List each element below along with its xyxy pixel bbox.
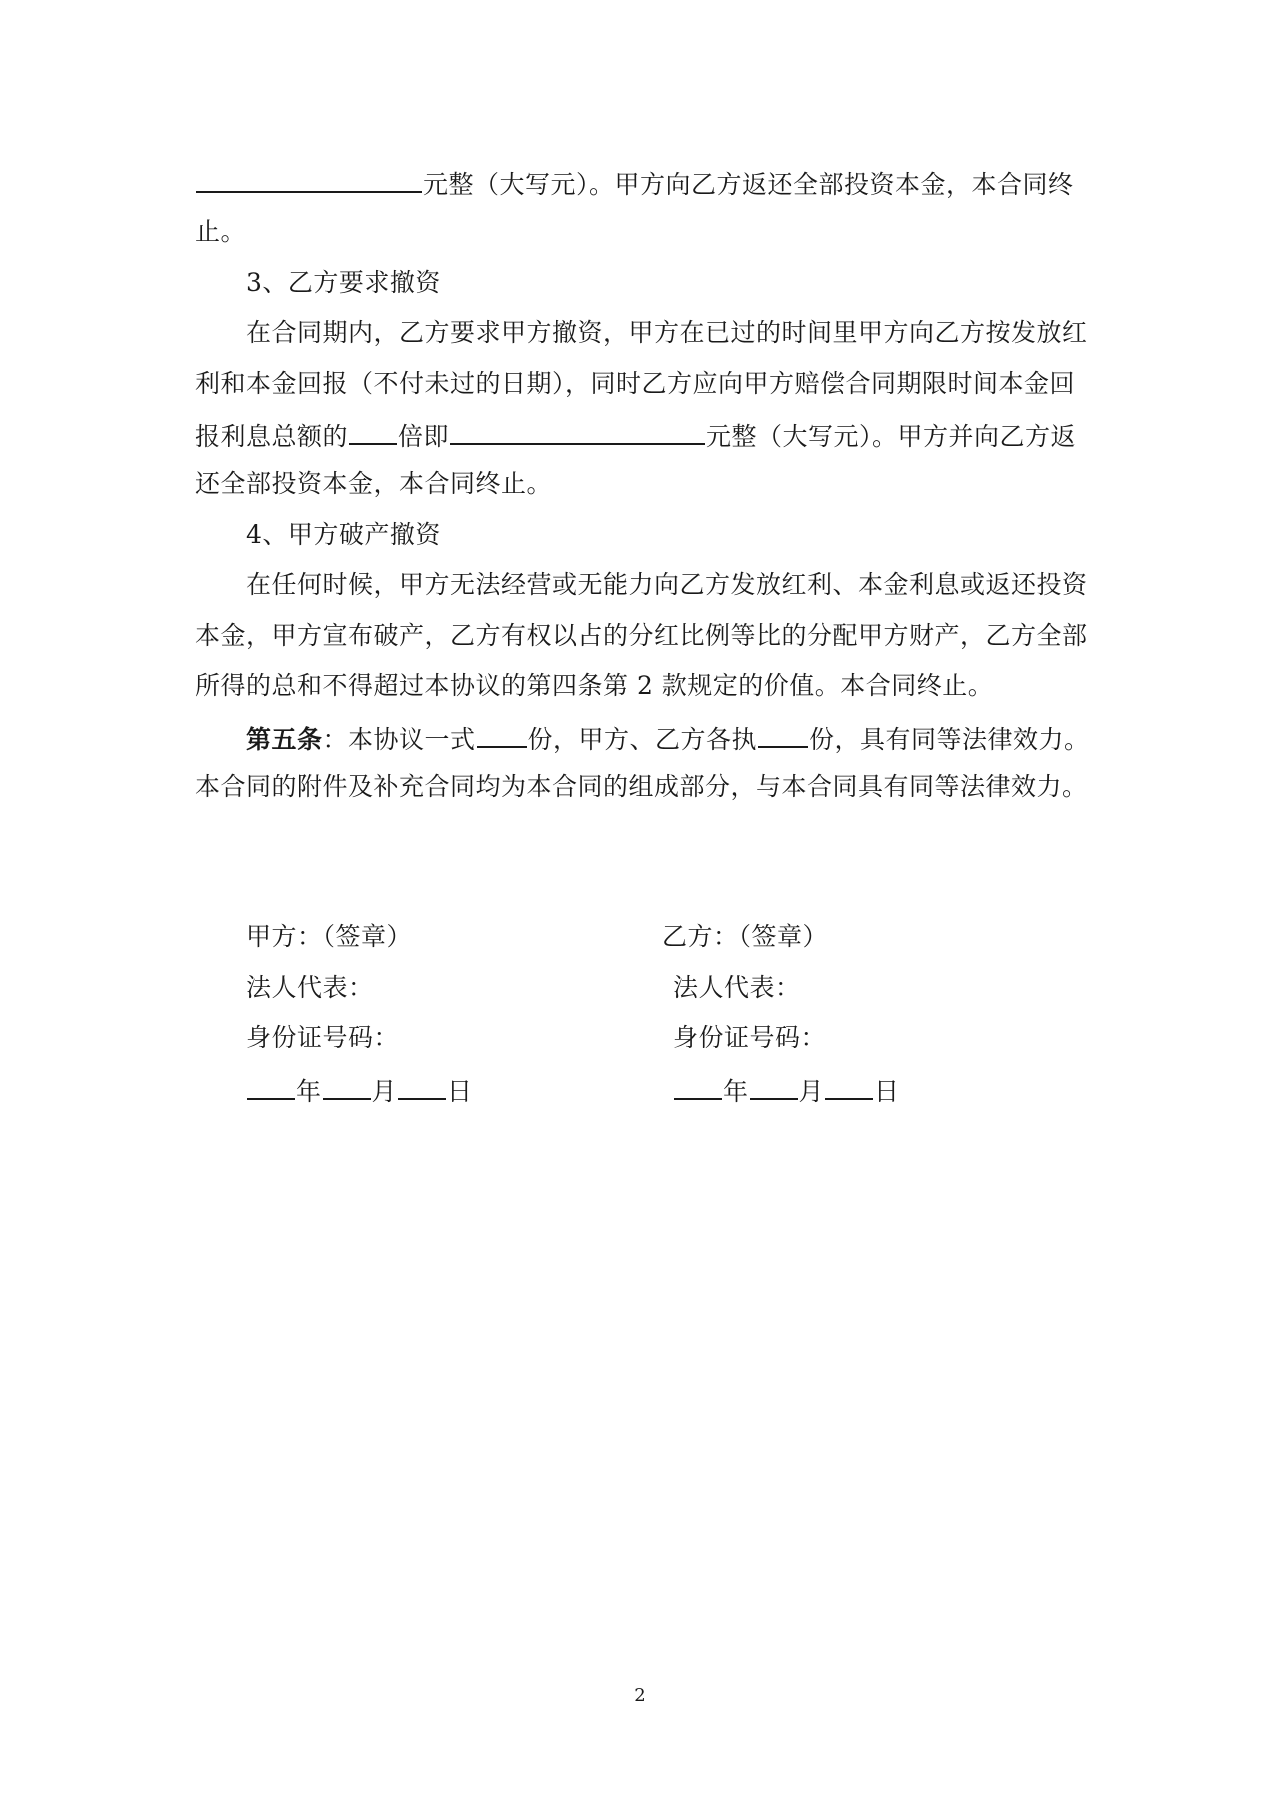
paragraph-line: 利和本金回报（不付未过的日期），同时乙方应向甲方赔偿合同期限时间本金回 [195, 369, 1076, 398]
paragraph-text: 元整（大写元）。甲方向乙方返还全部投资本金，本合同终 [423, 170, 1074, 199]
paragraph-text: 份，甲方、乙方各执 [527, 725, 758, 754]
day-blank [398, 1072, 446, 1100]
month-blank [750, 1072, 798, 1100]
paragraph-text: 报利息总额的 [195, 422, 349, 451]
paragraph-line: 本金，甲方宣布破产，乙方有权以占的分红比例等比的分配甲方财产，乙方全部 [195, 621, 1088, 650]
paragraph-text: ：本协议一式 [322, 725, 476, 754]
party-a-id: 身份证号码： [246, 1023, 400, 1052]
paragraph-line: 本合同的附件及补充合同均为本合同的组成部分，与本合同具有同等法律效力。 [195, 772, 1088, 801]
amount-blank [196, 165, 422, 193]
paragraph-text: 份，具有同等法律效力。 [809, 725, 1090, 754]
section-heading: 3、乙方要求撤资 [246, 268, 441, 297]
year-label: 年 [296, 1077, 322, 1106]
section-heading: 4、甲方破产撤资 [246, 520, 441, 549]
month-blank [323, 1072, 371, 1100]
year-blank [674, 1072, 722, 1100]
copies-each-blank [758, 720, 808, 748]
paragraph-line: 止。 [195, 217, 247, 246]
paragraph-line: 还全部投资本金，本合同终止。 [195, 469, 553, 498]
party-b-date [673, 1072, 900, 1109]
day-label: 日 [447, 1077, 473, 1106]
party-a-date [246, 1072, 473, 1109]
article-five-line [246, 720, 1090, 757]
party-b-id: 身份证号码： [673, 1023, 827, 1052]
paragraph-line [195, 165, 1074, 202]
month-label: 月 [798, 1077, 825, 1106]
paragraph-text: 倍即 [398, 422, 450, 451]
paragraph-line [195, 417, 1076, 454]
paragraph-text: 元整（大写元）。甲方并向乙方返 [706, 422, 1077, 451]
day-blank [825, 1072, 873, 1100]
year-blank [247, 1072, 295, 1100]
paragraph-line: 所得的总和不得超过本协议的第四条第 2 款规定的价值。本合同终止。 [195, 671, 994, 700]
party-b-title: 乙方：（签章） [662, 922, 829, 951]
paragraph-line: 在任何时候，甲方无法经营或无能力向乙方发放红利、本金利息或返还投资 [246, 570, 1088, 599]
copies-blank [477, 720, 527, 748]
party-b-rep: 法人代表： [673, 973, 801, 1002]
party-a-rep: 法人代表： [246, 973, 374, 1002]
amount-blank [450, 417, 705, 445]
paragraph-line: 在合同期内，乙方要求甲方撤资，甲方在已过的时间里甲方向乙方按发放红 [246, 318, 1088, 347]
month-label: 月 [371, 1077, 398, 1106]
article-label: 第五条 [246, 725, 323, 754]
page-number: 2 [634, 1685, 646, 1706]
multiplier-blank [349, 417, 397, 445]
party-a-title: 甲方：（签章） [246, 922, 413, 951]
year-label: 年 [723, 1077, 749, 1106]
day-label: 日 [874, 1077, 900, 1106]
